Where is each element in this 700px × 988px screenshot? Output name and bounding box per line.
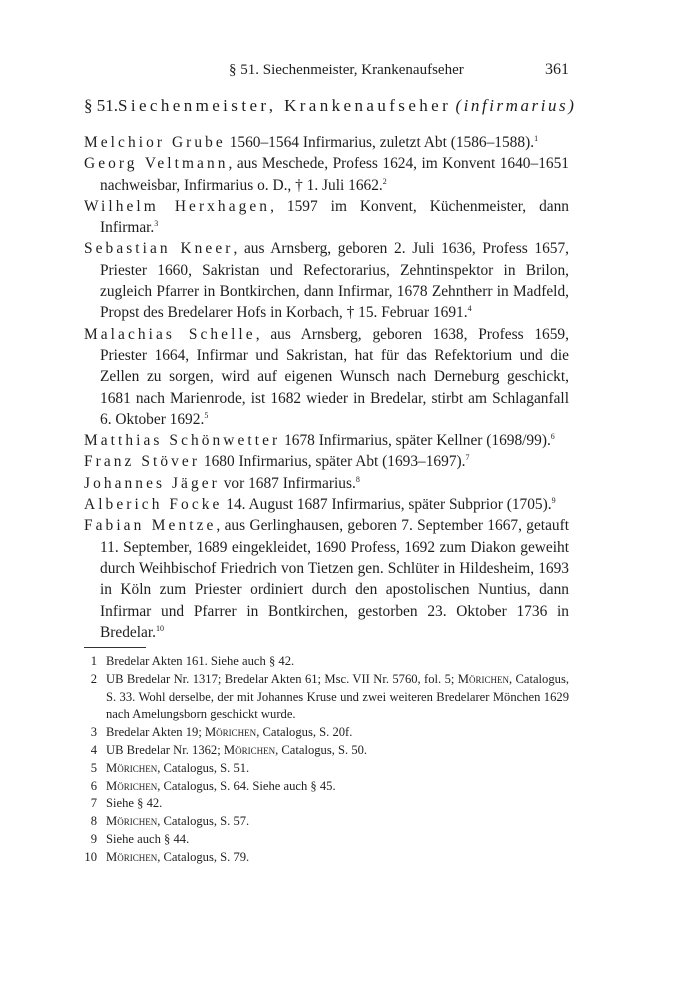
monk-name: Johannes Jäger: [84, 474, 220, 492]
footnote-list: [84, 653, 569, 867]
monk-name: Matthias Schönwetter: [84, 432, 281, 450]
footnote-ref: 1: [534, 134, 539, 143]
footnote-ref: 9: [551, 496, 556, 506]
footnote: [84, 671, 569, 724]
monk-name: Sebastian Kneer: [84, 240, 234, 258]
footnote-text: , Catalogus, S. 64. Siehe auch § 45.: [157, 778, 336, 793]
footnote-number: 6: [90, 778, 97, 793]
monk-name: Alberich Focke: [84, 496, 223, 514]
footnote-text: Bredelar Akten 161. Siehe auch § 42.: [106, 654, 295, 668]
footnote-text: Siehe § 42.: [106, 796, 163, 811]
footnote-text: , Catalogus, S. 79.: [157, 849, 250, 864]
footnote-text: , Catalogus, S. 50.: [275, 742, 368, 757]
entry-text: , aus Meschede, Profess 1624, im Konvent 1640–1651 nachweisbar, Infirmarius o. D., † 1. Juli 1662.: [100, 155, 569, 194]
footnote: [84, 724, 569, 742]
list-item: [84, 494, 569, 515]
author-name: Mörichen: [457, 671, 509, 686]
entry-text: , 1597 im Konvent, Küchenmeister, dann Infirmar.: [100, 197, 569, 237]
author-name: Mörichen: [106, 814, 158, 829]
entry-list: [84, 132, 569, 643]
author-name: Mörichen: [223, 742, 276, 757]
entry-text: , aus Arnsberg, geboren 1638, Profess 1659, Priester 1664, Infirmar und Sakristan, hat für das Refektorium und die Zellen zu sorgen, wird auf eigenen Wunsch nach Derneburg geschickt, 1681 nach Marienrode, ist 1682 wieder in Bredelar, stirbt am Schlaganfall 6. Oktober 1692.: [100, 325, 569, 428]
footnote-ref: 7: [465, 453, 470, 463]
list-item: [84, 132, 569, 153]
entry-text: , aus Gerlinghausen, geboren 7. September 1667, getauft 11. September, 1689 eingekleidet, 1690 Profess, 1692 zum Diakon geweiht durch Weihbischof Friedrich von Tietzen gen. Schlüter in Hildesheim, 1693 in Köln zum Priester ordiniert durch den apostolischen Nuntius, dann Infirmar und Pfarrer in Bontkirchen, gestorben 23. Oktober 1736 in Bredelar.: [100, 517, 569, 641]
author-name: Mörichen: [106, 760, 158, 775]
author-name: Mörichen: [106, 778, 158, 793]
entry-text: vor 1687 Infirmarius.: [219, 474, 356, 492]
footnote-ref: 5: [204, 410, 209, 420]
footnote: [84, 831, 569, 849]
footnote-text: UB Bredelar Nr. 1362;: [106, 742, 224, 757]
footnote-text: , Catalogus, S. 51.: [157, 760, 250, 775]
list-item: [84, 196, 569, 239]
footnote-number: 3: [90, 725, 97, 740]
footnote-number: 10: [84, 849, 97, 864]
running-title: § 51. Siechenmeister, Krankenaufseher: [229, 62, 464, 78]
list-item: [84, 324, 569, 430]
monk-name: Georg Veltmann: [84, 155, 229, 173]
list-item: [84, 238, 569, 323]
list-item: [84, 515, 569, 643]
footnote: [84, 778, 569, 796]
footnote: [84, 849, 569, 867]
monk-name: Melchior Grube: [84, 134, 226, 151]
footnote-text: , Catalogus, S. 57.: [157, 814, 250, 829]
footnote-ref: 10: [155, 623, 164, 633]
footnote-number: 9: [90, 831, 97, 846]
footnote: [84, 653, 569, 671]
footnote-text: UB Bredelar Nr. 1317; Bredelar Akten 61; Msc. VII Nr. 5760, fol. 5;: [106, 671, 458, 686]
section-latin-title: (infirmarius): [455, 96, 577, 115]
footnote-number: 8: [90, 814, 97, 829]
monk-name: Wilhelm Herxhagen: [84, 197, 271, 215]
footnote-number: 1: [90, 654, 97, 668]
monk-name: Malachias Schelle: [84, 325, 256, 343]
list-item: [84, 451, 569, 472]
footnote-ref: 2: [382, 176, 387, 186]
footnote: [84, 760, 569, 778]
footnote: [84, 742, 569, 760]
footnote-ref: 8: [355, 474, 360, 484]
monk-name: Franz Stöver: [84, 453, 201, 471]
page-number: 361: [545, 61, 569, 78]
footnote-text: , Catalogus, S. 33. Wohl derselbe, der mit Johannes Kruse und zwei weiteren Bredelarer Mönchen 1629 nach Amelungsborn geschickt wurde.: [106, 671, 569, 722]
list-item: [84, 430, 569, 451]
footnote-ref: 6: [550, 432, 555, 442]
footnote: [84, 813, 569, 831]
footnote-rule: [84, 647, 146, 648]
footnote-number: 5: [90, 760, 97, 775]
section-number: § 51.: [84, 96, 118, 115]
footnote-text: Bredelar Akten 19;: [106, 725, 205, 740]
entry-text: 1560–1564 Infirmarius, zuletzt Abt (1586–1588).: [225, 134, 535, 151]
footnote-ref: 3: [154, 219, 159, 229]
monk-name: Fabian Mentze: [84, 517, 217, 535]
section-title-text: Siechenmeister, Krankenaufseher: [118, 96, 452, 115]
entry-text: , aus Arnsberg, geboren 2. Juli 1636, Profess 1657, Priester 1660, Sakristan und Refectorarius, Zehntinspektor in Brilon, zugleich Pfarrer in Bontkirchen, dann Infirmar, 1678 Zehntherr in Madfeld, Propst des Bredelarer Hofs in Korbach, † 15. Februar 1691.: [100, 240, 569, 322]
entry-text: 1680 Infirmarius, später Abt (1693–1697).: [200, 453, 466, 471]
author-name: Mörichen: [204, 725, 257, 740]
footnote: [84, 795, 569, 813]
list-item: [84, 153, 569, 196]
author-name: Mörichen: [106, 849, 158, 864]
list-item: [84, 473, 569, 494]
footnote-number: 7: [90, 796, 97, 811]
footnote-number: 2: [90, 671, 97, 686]
entry-text: 14. August 1687 Infirmarius, später Subprior (1705).: [222, 496, 552, 514]
section-heading: [84, 96, 577, 116]
footnote-number: 4: [90, 742, 97, 757]
footnote-text: , Catalogus, S. 20f.: [256, 725, 353, 740]
entry-text: 1678 Infirmarius, später Kellner (1698/99).: [280, 432, 551, 450]
footnote-text: Siehe auch § 44.: [106, 831, 190, 846]
footnote-ref: 4: [467, 304, 472, 314]
